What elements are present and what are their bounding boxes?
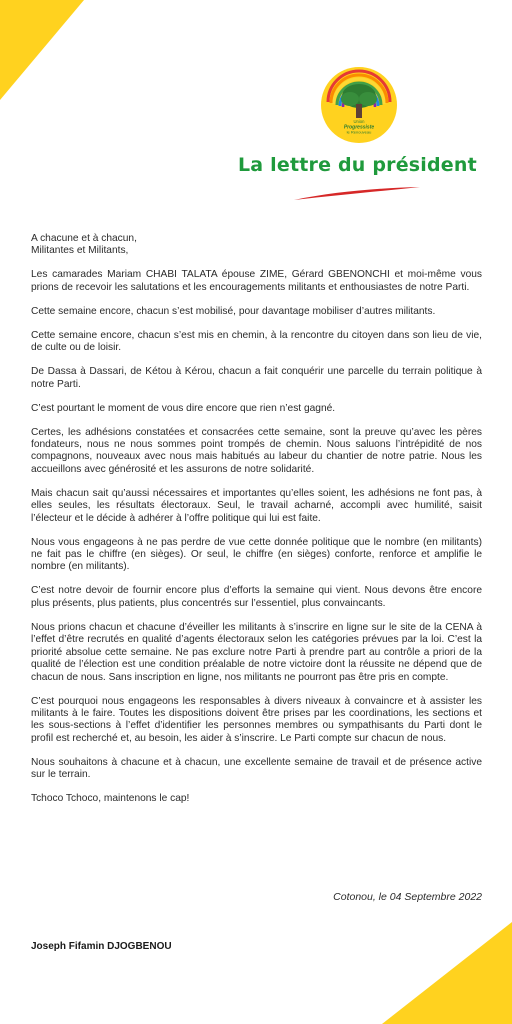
corner-decoration-top-left [0, 0, 90, 104]
logo-text-line3: le Renouveau [346, 129, 372, 135]
signature-name: Joseph Fifamin DJOGBENOU [31, 941, 172, 952]
letter-paragraph: C’est pourtant le moment de vous dire encore que rien n’est gagné. [31, 402, 336, 414]
salutation-line-2: Militantes et Militants, [31, 245, 129, 257]
logo-text-line1: Union [353, 119, 365, 124]
letter-date: Cotonou, le 04 Septembre 2022 [333, 891, 482, 903]
letter-paragraph: Nous prions chacun et chacune d’éveiller les militants à s’inscrire en ligne sur le site de la CENA à l’effet d’être recrutés en qualité d’agents électoraux selon les catégories prévues par la loi. C’est la priorité absolue cette semaine. Ne pas exclure notre Parti à prendre part au contrôle a priori de la qualité de l’élection est une condition préalable de notre victoire dont la réussite ne dépend que de chacun de nous. Sans inscription en ligne, nos militants ne pourront pas être pris en compte. [31, 621, 482, 683]
letter-paragraph: Cette semaine encore, chacun s’est mis en chemin, à la rencontre du citoyen dans son lieu de vie, de culte ou de loisir. [31, 329, 482, 354]
letter-paragraph: De Dassa à Dassari, de Kétou à Kérou, chacun a fait conquérir une parcelle du terrain politique à notre Parti. [31, 366, 482, 390]
letter-paragraph: C’est notre devoir de fournir encore plus d’efforts la semaine qui vient. Nous devons être encore plus présents, plus patients, plus concentrés sur l’essentiel, plus convaincants. [31, 585, 482, 609]
letter-paragraph: Les camarades Mariam CHABI TALATA épouse ZIME, Gérard GBENONCHI et moi-même vous prions de recevoir les salutations et les encouragements militants et enthousiastes de notre Parti. [31, 269, 482, 293]
newsletter-title: La lettre du président [238, 154, 477, 176]
title-underline-swash [292, 184, 422, 202]
letter-paragraph: Nous vous engageons à ne pas perdre de vue cette donnée politique que le nombre (en militants) ne fait pas le chiffre (en sièges). Or seul, le chiffre (en sièges) conforte, renforce et amplifie le nombre (en militants). [31, 536, 482, 573]
logo-text-line2: Progressiste [343, 124, 375, 131]
party-logo [320, 66, 398, 144]
letter-paragraph: Mais chacun sait qu’aussi nécessaires et importantes qu’elles soient, les adhésions ne font pas, à elles seules, les résultats électoraux. Seul, le travail acharné, accompli avec humilité, saisit l’électeur et le décide à adhérer à l’offre politique qui lui est faite. [31, 487, 482, 524]
salutation-line-1: A chacune et à chacun, [31, 233, 137, 244]
letter-paragraph: Nous souhaitons à chacune et à chacun, une excellente semaine de travail et de présence active sur le terrain. [31, 756, 482, 781]
letter-paragraph: Certes, les adhésions constatées et consacrées cette semaine, sont la preuve qu’avec les pères fondateurs, nous ne nous sommes point trompés de chemin. Nous saluons l’intrépidité de nos compagnons, nouveaux avec nous mais habitués au labeur du chantier de notre patrie. Nous les accueillons avec générosité et les assurons de notre solidarité. [31, 426, 482, 475]
letter-paragraph: Cette semaine encore, chacun s’est mobilisé, pour davantage mobiliser d’autres militants. [31, 305, 436, 317]
letter-closing-line: Tchoco Tchoco, maintenons le cap! [31, 793, 190, 805]
corner-decoration-bottom-right [382, 922, 512, 1024]
salutation [31, 233, 482, 258]
letter-paragraph: C’est pourquoi nous engageons les responsables à divers niveaux à convaincre et à assister les militants à le faire. Toutes les dispositions doivent être prises par les coordinations, les sections et les sous-sections à l’effet d’identifier les personnes membres ou sympathisants du Parti dont le profil est recherché et, au besoin, les aider à s’inscrire. Le Parti compte sur chacun de nous. [31, 695, 482, 744]
letter-body [31, 233, 482, 817]
